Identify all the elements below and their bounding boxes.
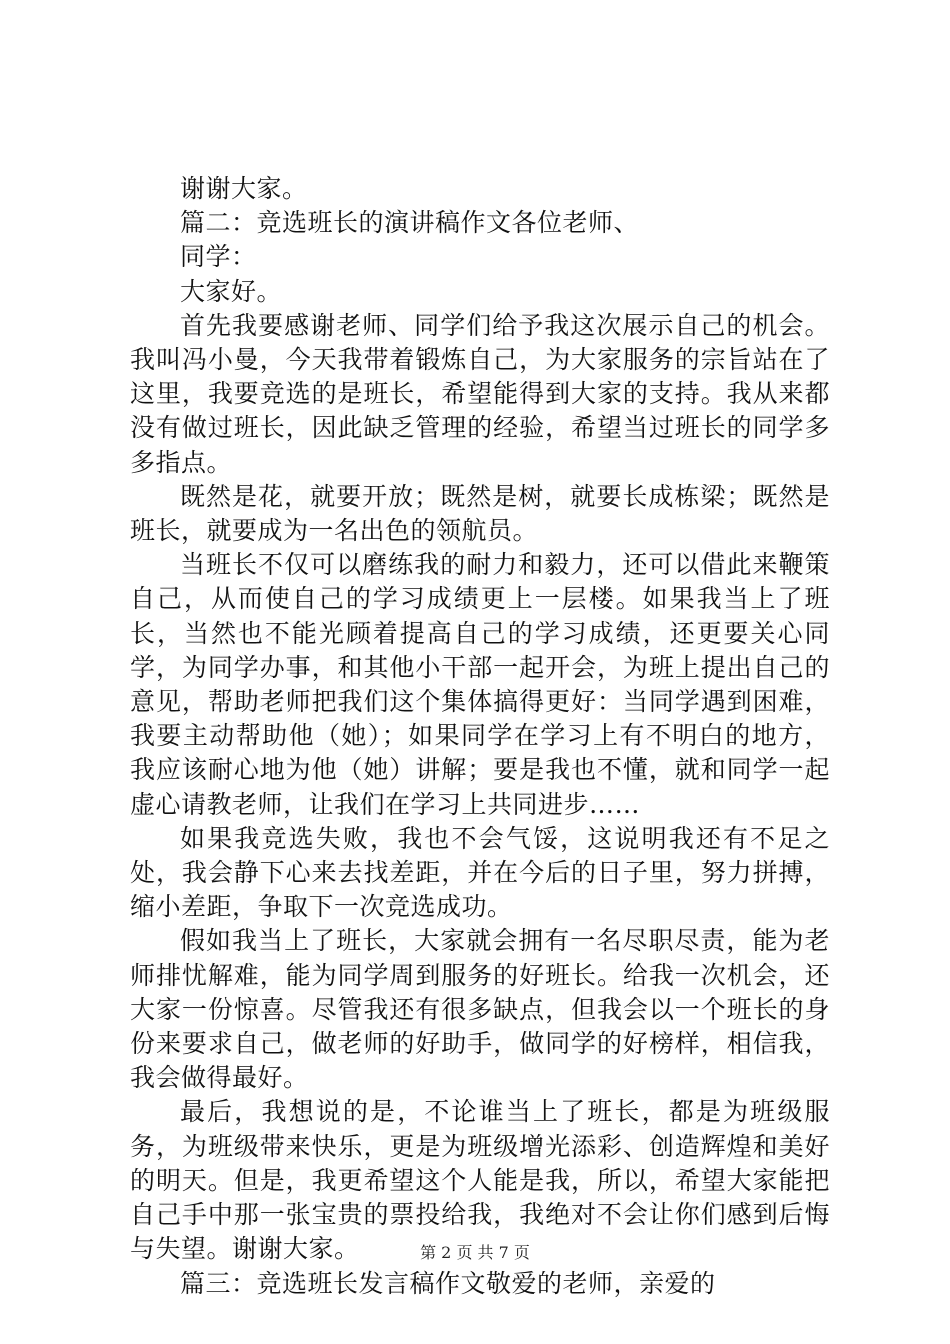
- paragraph-introduction: 首先我要感谢老师、同学们给予我这次展示自己的机会。我叫冯小曼，今天我带着锻炼自己，为大家服务的宗旨站在了这里，我要竞选的是班长，希望能得到大家的支持。我从来都没有做过班长，因此缺乏管理的经验，希望当过班长的同学多多指点。: [130, 310, 830, 477]
- paragraph-metaphor: 既然是花，就要开放；既然是树，就要长成栋梁；既然是班长，就要成为一名出色的领航员。: [130, 481, 830, 546]
- paragraph-greeting: 大家好。: [180, 276, 283, 306]
- document-body: [130, 172, 830, 1301]
- paragraph-conclusion: 最后，我想说的是，不论谁当上了班长，都是为班级服务，为班级带来快乐，更是为班级增光添彩、创造辉煌和美好的明天。但是，我更希望这个人能是我，所以，希望大家能把自己手中那一张宝贵的票投给我，我绝对不会让你们感到后悔与失望。谢谢大家。: [130, 1097, 830, 1264]
- paragraph-heading-part-three: 篇三：竞选班长发言稿作文敬爱的老师，亲爱的: [180, 1268, 716, 1298]
- paragraph-salutation: 同学：: [180, 242, 257, 272]
- paragraph-if-fail: 如果我竞选失败，我也不会气馁，这说明我还有不足之处，我会静下心来去找差距，并在今后的日子里，努力拼搏，缩小差距，争取下一次竞选成功。: [130, 823, 830, 922]
- paragraph-if-elected: 假如我当上了班长，大家就会拥有一名尽职尽责，能为老师排忧解难，能为同学周到服务的好班长。给我一次机会，还大家一份惊喜。尽管我还有很多缺点，但我会以一个班长的身份来要求自己，做老师的好助手，做同学的好榜样，相信我，我会做得最好。: [130, 926, 830, 1093]
- paragraph-duties: 当班长不仅可以磨练我的耐力和毅力，还可以借此来鞭策自己，从而使自己的学习成绩更上一层楼。如果我当上了班长，当然也不能光顾着提高自己的学习成绩，还更要关心同学，为同学办事，和其他小干部一起开会，为班上提出自己的意见，帮助老师把我们这个集体搞得更好：当同学遇到困难，我要主动帮助他（她）；如果同学在学习上有不明白的地方，我应该耐心地为他（她）讲解；要是我也不懂，就和同学一起虚心请教老师，让我们在学习上共同进步……: [130, 550, 830, 819]
- paragraph-heading-part-two: 篇二：竞选班长的演讲稿作文各位老师、: [180, 208, 640, 238]
- paragraph-closing-thanks: 谢谢大家。: [180, 174, 308, 203]
- page-footer: [0, 1243, 950, 1263]
- page-number-label: 第 2 页 共 7 页: [420, 1243, 530, 1262]
